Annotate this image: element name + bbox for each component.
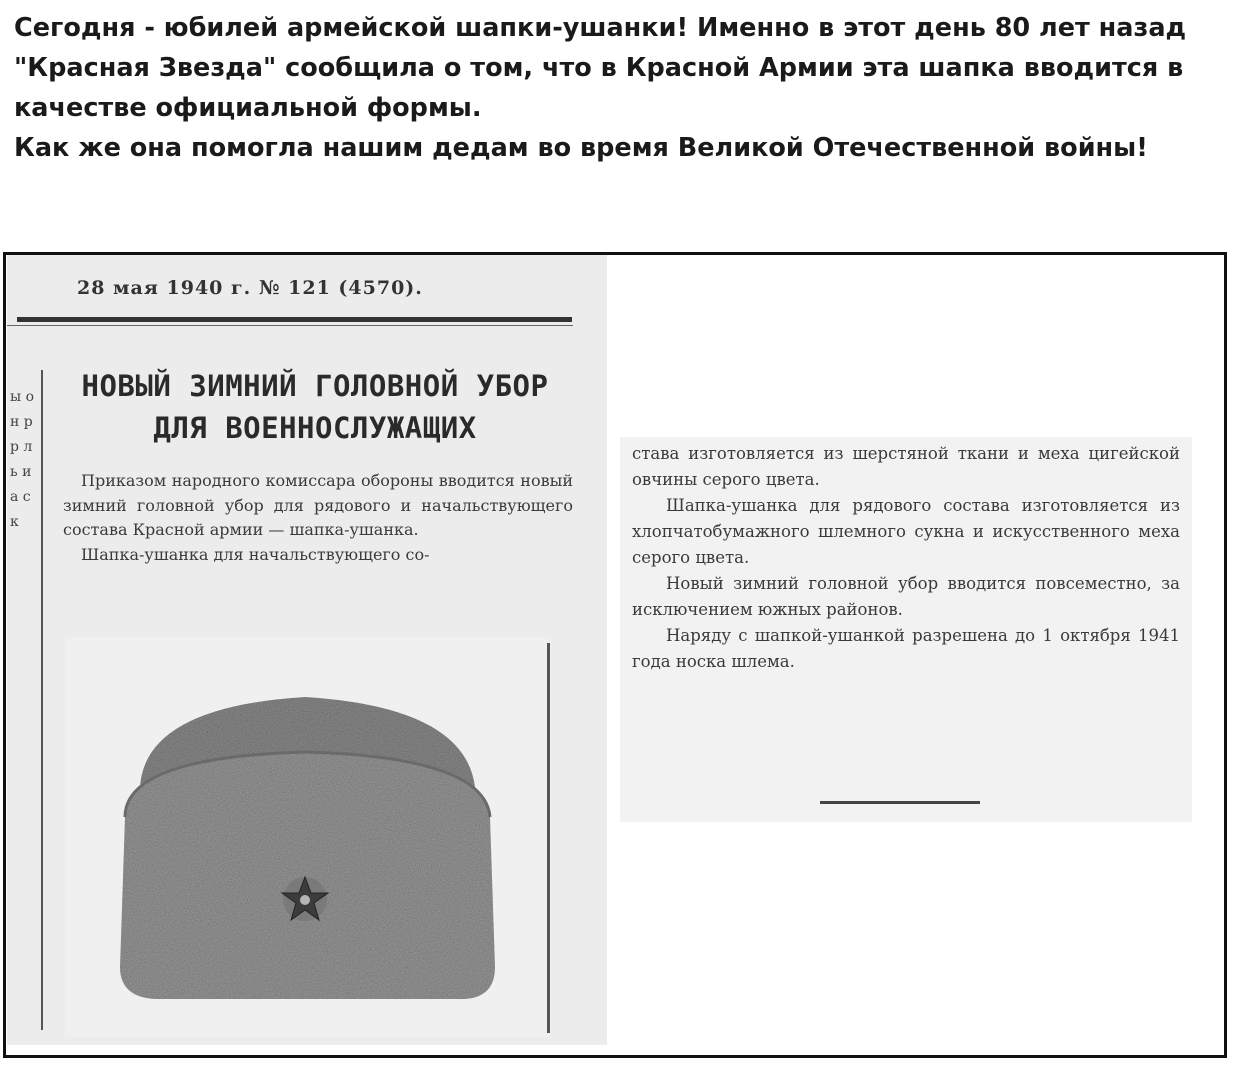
article-headline xyxy=(55,365,575,449)
post-caption xyxy=(14,8,1219,168)
article-paragraph: Шапка-ушанка для рядового состава изготовляется из хлопчатобумажного шлемного сукна и искусственного меха серого цвета. xyxy=(632,496,1180,567)
caption-line-2: Как же она помогла нашим дедам во время Великой Отечественной войны! xyxy=(14,133,1148,163)
article-body-right xyxy=(632,441,1180,675)
article-paragraph: Приказом народного комиссара обороны вводится новый зимний головной убор для рядового и начальствующего состава Красной армии — шапка-ушанка. xyxy=(63,471,573,539)
newspaper-clipping-left xyxy=(7,255,607,1045)
header-rule xyxy=(17,317,572,322)
ushanka-photo xyxy=(65,637,551,1037)
adjacent-column-fragment: ы о н р р л ь и а с к xyxy=(10,389,35,530)
newspaper-clipping-right xyxy=(620,437,1192,822)
headline-line-1: НОВЫЙ ЗИМНИЙ ГОЛОВНОЙ УБОР xyxy=(81,369,549,403)
article-end-rule xyxy=(820,801,980,804)
ushanka-hat-image xyxy=(65,637,551,1037)
hat-front-flap xyxy=(120,752,495,999)
article-paragraph: става изготовляется из шерстяной ткани и меха цигейской овчины серого цвета. xyxy=(632,444,1180,489)
headline-line-2: ДЛЯ ВОЕННОСЛУЖАЩИХ xyxy=(153,411,477,445)
newspaper-frame xyxy=(3,252,1227,1058)
article-paragraph: Шапка-ушанка для начальствующего со- xyxy=(81,544,430,564)
column-divider xyxy=(41,370,43,1030)
newspaper-dateline: 28 мая 1940 г. № 121 (4570). xyxy=(77,277,423,299)
header-rule-thin xyxy=(7,325,573,326)
caption-line-1: Сегодня - юбилей армейской шапки-ушанки! Именно в этот день 80 лет назад "Красная Звезда" сообщила о том, что в Красной Армии эта шапка вводится в качестве официальной формы. xyxy=(14,13,1187,123)
article-paragraph: Новый зимний головной убор вводится повсеместно, за исключением южных районов. xyxy=(632,574,1180,619)
article-paragraph: Наряду с шапкой-ушанкой разрешена до 1 октября 1941 года носка шлема. xyxy=(632,626,1180,671)
article-body-left xyxy=(63,469,573,567)
